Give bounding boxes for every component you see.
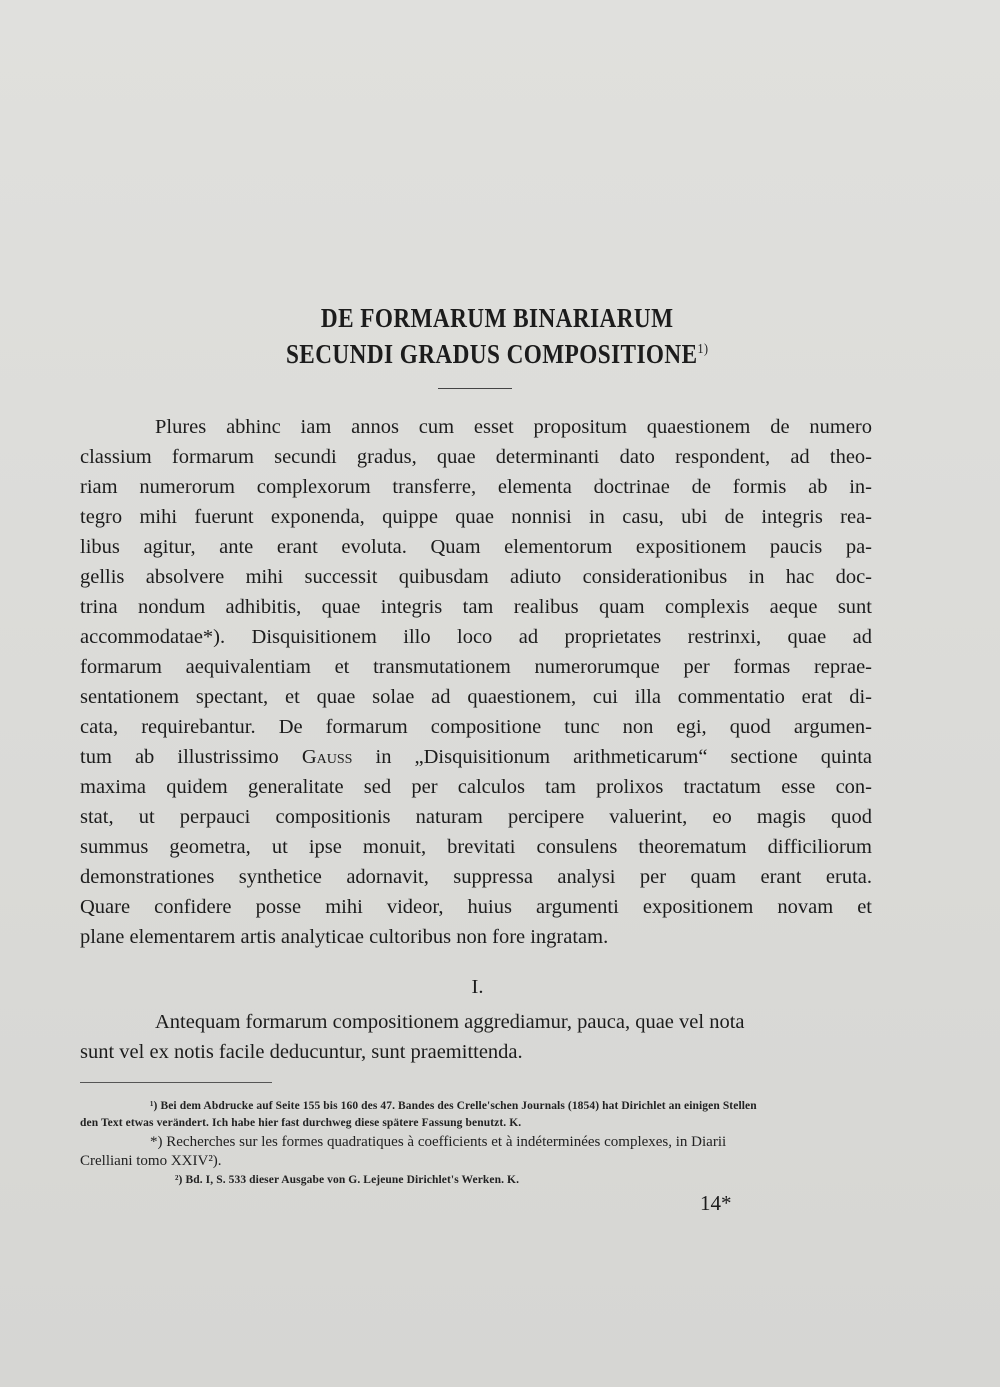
section-heading: I. <box>471 976 484 998</box>
paragraph-line: classium formarum secundi gradus, quae determinanti dato respondent, ad theo- <box>80 446 872 468</box>
paragraph-1 <box>80 412 872 952</box>
footnote-line: ¹) Bei dem Abdrucke auf Seite 155 bis 160 des 47. Bandes des Crelle'schen Journals (1854) hat Dirichlet an einigen Stellen <box>150 1100 757 1112</box>
footnote-2: ²) Bd. I, S. 533 dieser Ausgabe von G. Lejeune Dirichlet's Werken. K. <box>175 1174 520 1186</box>
footnote-line: Crelliani tomo XXIV²). <box>80 1153 222 1169</box>
paragraph-line: Plures abhinc iam annos cum esset propositum quaestionem de numero <box>155 416 872 438</box>
paragraph-line: libus agitur, ante erant evoluta. Quam elementorum expositionem paucis pa- <box>80 536 872 558</box>
paragraph-line: sentationem spectant, et quae solae ad quaestionem, cui illa commentatio erat di- <box>80 686 872 708</box>
paragraph-line: trina nondum adhibitis, quae integris tam realibus quam complexis aeque sunt <box>80 596 872 618</box>
paragraph-line: tegro mihi fuerunt exponenda, quippe quae nonnisi in casu, ubi de integris rea- <box>80 506 872 528</box>
line-text: in „Disquisitionum arithmeticarum“ sectione quinta <box>352 746 872 768</box>
paragraph-line: Quare confidere posse mihi videor, huius argumenti expositionem novam et <box>80 896 872 918</box>
footnote-line: den Text etwas verändert. Ich habe hier fast durchweg diese spätere Fassung benutzt. K. <box>80 1117 522 1129</box>
paragraph-line: stat, ut perpauci compositionis naturam percipere valuerint, eo magis quod <box>80 806 872 828</box>
paragraph-line: accommodatae*). Disquisitionem illo loco ad proprietates restrinxi, quae ad <box>80 626 872 648</box>
footnote-star <box>80 1133 872 1171</box>
page-title-line2 <box>67 339 927 370</box>
paragraph-2 <box>80 1007 872 1067</box>
paragraph-line: sunt vel ex notis facile deducuntur, sunt praemittenda. <box>80 1041 523 1063</box>
paragraph-line: cata, requirebantur. De formarum compositione tunc non egi, quod argumen- <box>80 716 872 738</box>
title-divider <box>438 388 512 389</box>
footnote-line: *) Recherches sur les formes quadratiques à coefficients et à indéterminées complexes, in Diarii <box>150 1134 727 1150</box>
footnote-divider <box>80 1082 272 1083</box>
paragraph-line: riam numerorum complexorum transferre, elementa doctrinae de formis ab in- <box>80 476 872 498</box>
paragraph-line-last: plane elementarem artis analyticae cultoribus non fore ingratam. <box>80 926 609 948</box>
paragraph-line: gellis absolvere mihi successit quibusdam adiuto considerationibus in hac doc- <box>80 566 872 588</box>
page-title-line1: DE FORMARUM BINARIARUM <box>320 303 674 333</box>
footnote-1 <box>80 1098 872 1132</box>
paragraph-line: Antequam formarum compositionem aggrediamur, pauca, quae vel nota <box>155 1011 745 1033</box>
author-name-gauss: Gauss <box>301 746 353 768</box>
paragraph-line: formarum aequivalentiam et transmutationem numerorumque per formas reprae- <box>80 656 872 678</box>
paragraph-line: maxima quidem generalitate sed per calculos tam prolixos tractatum esse con- <box>80 776 872 798</box>
line-text: tum ab illustrissimo <box>80 746 302 768</box>
page-title-line2-text: SECUNDI GRADUS COMPOSITIONE <box>285 339 698 369</box>
paragraph-line: summus geometra, ut ipse monuit, brevitati consulens theorematum difficiliorum <box>80 836 872 858</box>
paragraph-line: demonstrationes synthetice adornavit, suppressa analysi per quam erant eruta. <box>80 866 872 888</box>
paragraph-line-gauss <box>80 742 872 772</box>
title-footnote-mark: 1) <box>697 342 709 357</box>
signature-mark: 14* <box>700 1191 732 1215</box>
